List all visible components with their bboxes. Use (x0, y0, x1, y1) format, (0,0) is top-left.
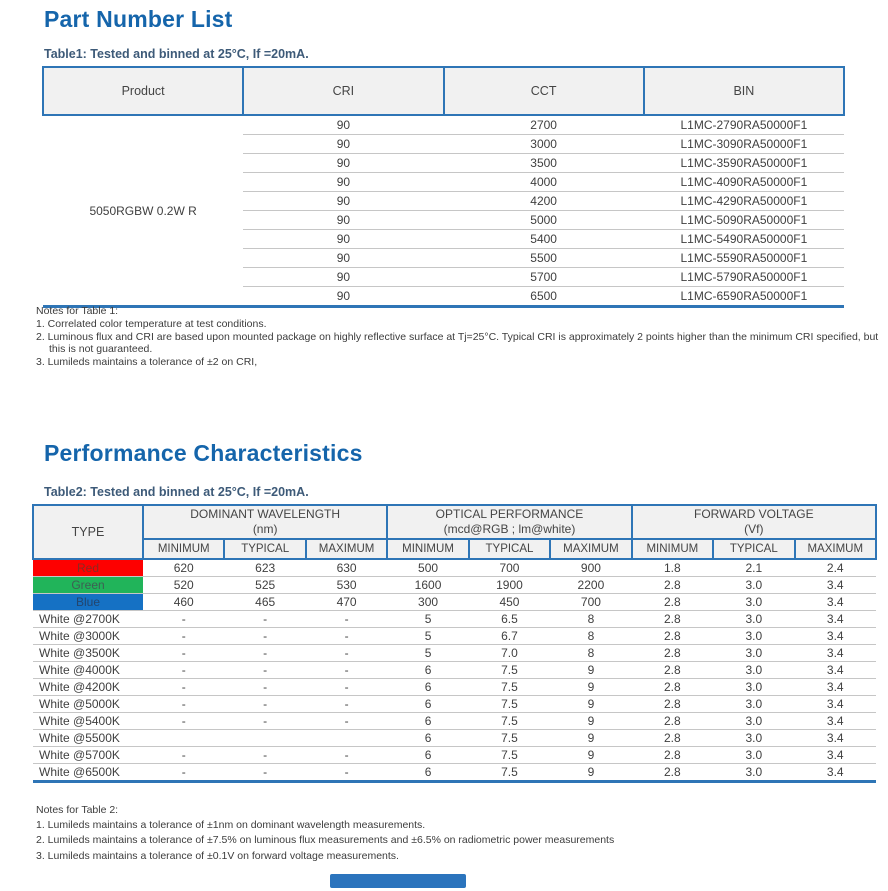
group-subtitle: (Vf) (744, 522, 764, 536)
value-cell: - (306, 611, 387, 628)
value-cell: 630 (306, 559, 387, 577)
value-cell: 6.5 (469, 611, 550, 628)
value-cell: 623 (224, 559, 305, 577)
note-item: 1. Lumileds maintains a tolerance of ±1nm on dominant wavelength measurements. (36, 819, 426, 832)
cri-cell: 90 (243, 192, 443, 211)
value-cell: 3.4 (795, 594, 877, 611)
value-cell: 3.4 (795, 713, 877, 730)
value-cell: 7.5 (469, 696, 550, 713)
value-cell (224, 730, 305, 747)
performance-table (32, 504, 877, 783)
group-header-cell (632, 505, 876, 539)
subheader-cell: TYPICAL (469, 539, 550, 559)
note-item: 3. Lumileds maintains a tolerance of ±0.1V on forward voltage measurements. (36, 849, 399, 862)
table2-row (33, 747, 876, 764)
value-cell: 2.8 (632, 747, 713, 764)
value-cell: 9 (550, 747, 631, 764)
type-cell: White @4200K (33, 679, 143, 696)
page-title: Part Number List (44, 6, 233, 32)
table2-notes-items (36, 818, 884, 864)
note-item: 2. Luminous flux and CRI are based upon mounted package on highly reflective surface at Tj=25°C. Typical CRI is approximately 2 points higher than the minimum CRI specified, but this is not guaranteed. (36, 330, 879, 356)
value-cell: 2.8 (632, 696, 713, 713)
cri-cell: 90 (243, 268, 443, 287)
cri-cell: 90 (243, 173, 443, 192)
table2-row (33, 611, 876, 628)
value-cell: - (306, 713, 387, 730)
cri-cell: 90 (243, 211, 443, 230)
cct-cell: 3000 (444, 135, 644, 154)
value-cell: 6.7 (469, 628, 550, 645)
value-cell: - (143, 764, 224, 782)
note-item: 1. Correlated color temperature at test conditions. (36, 317, 267, 330)
subheader-cell: MAXIMUM (795, 539, 877, 559)
value-cell: 1.8 (632, 559, 713, 577)
value-cell: 1900 (469, 577, 550, 594)
bin-cell: L1MC-2790RA50000F1 (644, 115, 844, 135)
bin-cell: L1MC-5490RA50000F1 (644, 230, 844, 249)
type-cell: White @6500K (33, 764, 143, 782)
value-cell: 3.4 (795, 628, 877, 645)
value-cell: 3.0 (713, 747, 794, 764)
value-cell: 2.8 (632, 577, 713, 594)
value-cell: 3.0 (713, 594, 794, 611)
cct-cell: 4000 (444, 173, 644, 192)
value-cell: 6 (387, 730, 468, 747)
value-cell: - (224, 645, 305, 662)
cct-cell: 6500 (444, 287, 644, 307)
value-cell: - (143, 662, 224, 679)
value-cell: 3.4 (795, 747, 877, 764)
cri-cell: 90 (243, 287, 443, 307)
value-cell: - (224, 713, 305, 730)
cri-cell: 90 (243, 230, 443, 249)
cct-cell: 3500 (444, 154, 644, 173)
value-cell: 8 (550, 645, 631, 662)
table2-notes (36, 803, 884, 864)
value-cell: - (224, 679, 305, 696)
horizontal-scrollbar-thumb[interactable] (330, 874, 466, 888)
group-title: FORWARD VOLTAGE (694, 507, 814, 521)
cct-cell: 5700 (444, 268, 644, 287)
table2-row (33, 577, 876, 594)
value-cell: 300 (387, 594, 468, 611)
value-cell: 3.0 (713, 577, 794, 594)
value-cell: 2200 (550, 577, 631, 594)
group-subtitle: (mcd@RGB ; lm@white) (443, 522, 576, 536)
bin-cell: L1MC-5590RA50000F1 (644, 249, 844, 268)
bin-cell: L1MC-4090RA50000F1 (644, 173, 844, 192)
cct-cell: 5400 (444, 230, 644, 249)
value-cell: 3.0 (713, 730, 794, 747)
value-cell: 465 (224, 594, 305, 611)
value-cell: 6 (387, 679, 468, 696)
group-subtitle: (nm) (252, 522, 278, 536)
table1-row (43, 115, 844, 135)
table1-notes-title: Notes for Table 1: (36, 305, 119, 317)
type-cell: White @4000K (33, 662, 143, 679)
value-cell: 6 (387, 713, 468, 730)
value-cell: 900 (550, 559, 631, 577)
value-cell: 3.0 (713, 628, 794, 645)
cri-cell: 90 (243, 249, 443, 268)
value-cell: 6 (387, 747, 468, 764)
table2-subheader-row (33, 539, 876, 559)
cct-cell: 4200 (444, 192, 644, 211)
type-cell: White @5700K (33, 747, 143, 764)
value-cell: 8 (550, 611, 631, 628)
type-cell: White @5400K (33, 713, 143, 730)
type-cell: White @2700K (33, 611, 143, 628)
type-cell: White @5000K (33, 696, 143, 713)
value-cell: 2.8 (632, 645, 713, 662)
value-cell: 3.4 (795, 696, 877, 713)
bin-cell: L1MC-5090RA50000F1 (644, 211, 844, 230)
value-cell: - (224, 696, 305, 713)
table2-row (33, 730, 876, 747)
value-cell: - (224, 764, 305, 782)
cri-cell: 90 (243, 135, 443, 154)
value-cell: 700 (550, 594, 631, 611)
note-item: 2. Lumileds maintains a tolerance of ±7.5% on luminous flux measurements and ±6.5% on radiometric power measurements (36, 834, 615, 847)
value-cell: - (143, 713, 224, 730)
value-cell: - (306, 662, 387, 679)
type-cell: Blue (33, 594, 143, 611)
bin-cell: L1MC-3590RA50000F1 (644, 154, 844, 173)
table2-caption: Table2: Tested and binned at 25°C, If =20mA. (44, 485, 309, 499)
value-cell: 6 (387, 764, 468, 782)
value-cell: 6 (387, 662, 468, 679)
cct-cell: 5500 (444, 249, 644, 268)
value-cell: 2.4 (795, 559, 877, 577)
value-cell: 7.5 (469, 679, 550, 696)
product-cell: 5050RGBW 0.2W R (89, 203, 197, 218)
value-cell: 530 (306, 577, 387, 594)
value-cell: 3.0 (713, 713, 794, 730)
value-cell: 8 (550, 628, 631, 645)
table1-body (43, 115, 844, 307)
table1-header-cell: CCT (444, 67, 644, 115)
value-cell: - (143, 628, 224, 645)
value-cell: 3.4 (795, 679, 877, 696)
value-cell: - (306, 696, 387, 713)
table2-row (33, 713, 876, 730)
value-cell: 9 (550, 662, 631, 679)
group-title: OPTICAL PERFORMANCE (435, 507, 584, 521)
value-cell: 620 (143, 559, 224, 577)
table1-notes (36, 305, 884, 369)
subheader-cell: TYPICAL (713, 539, 794, 559)
table1-header-cell: Product (43, 67, 243, 115)
type-cell: White @3500K (33, 645, 143, 662)
cri-cell: 90 (243, 154, 443, 173)
type-cell: White @5500K (33, 730, 143, 747)
value-cell: 9 (550, 764, 631, 782)
group-title: DOMINANT WAVELENGTH (190, 507, 341, 521)
value-cell: 460 (143, 594, 224, 611)
subheader-cell: MAXIMUM (306, 539, 387, 559)
subheader-cell: MAXIMUM (550, 539, 631, 559)
value-cell: 2.8 (632, 713, 713, 730)
table2-row (33, 559, 876, 577)
value-cell: 7.0 (469, 645, 550, 662)
value-cell: - (306, 679, 387, 696)
subheader-cell: TYPICAL (224, 539, 305, 559)
value-cell: - (306, 747, 387, 764)
bin-cell: L1MC-5790RA50000F1 (644, 268, 844, 287)
value-cell: 5 (387, 628, 468, 645)
value-cell: 7.5 (469, 747, 550, 764)
value-cell: 3.0 (713, 679, 794, 696)
value-cell: 3.0 (713, 764, 794, 782)
table2-body (33, 559, 876, 782)
value-cell: 2.8 (632, 730, 713, 747)
value-cell: - (143, 696, 224, 713)
value-cell: 3.4 (795, 730, 877, 747)
value-cell: 5 (387, 645, 468, 662)
value-cell: 2.8 (632, 611, 713, 628)
value-cell: - (224, 747, 305, 764)
value-cell: - (224, 628, 305, 645)
table2-header (33, 505, 876, 559)
value-cell: 7.5 (469, 713, 550, 730)
bin-cell: L1MC-3090RA50000F1 (644, 135, 844, 154)
table2-notes-title: Notes for Table 2: (36, 804, 119, 816)
table2-group-header-row (33, 505, 876, 539)
value-cell: 2.1 (713, 559, 794, 577)
value-cell: 700 (469, 559, 550, 577)
table2-row (33, 628, 876, 645)
type-header-cell: TYPE (33, 505, 143, 559)
value-cell: 9 (550, 696, 631, 713)
value-cell: 9 (550, 679, 631, 696)
value-cell: - (224, 611, 305, 628)
note-item: 3. Lumileds maintains a tolerance of ±2 on CRI, (36, 356, 258, 369)
value-cell: 520 (143, 577, 224, 594)
table1-caption: Table1: Tested and binned at 25°C, If =20mA. (44, 47, 309, 61)
table2-row (33, 679, 876, 696)
table2-row (33, 594, 876, 611)
table1-header-cell: BIN (644, 67, 844, 115)
cct-cell: 2700 (444, 115, 644, 135)
group-header-cell (143, 505, 387, 539)
value-cell: 1600 (387, 577, 468, 594)
value-cell: 450 (469, 594, 550, 611)
value-cell: 3.4 (795, 764, 877, 782)
type-cell: Red (33, 559, 143, 577)
table2-row (33, 662, 876, 679)
value-cell: 2.8 (632, 662, 713, 679)
value-cell: 2.8 (632, 764, 713, 782)
value-cell: 525 (224, 577, 305, 594)
value-cell: 3.4 (795, 577, 877, 594)
value-cell: 3.4 (795, 662, 877, 679)
section-title-performance: Performance Characteristics (44, 440, 363, 466)
value-cell: 2.8 (632, 628, 713, 645)
value-cell: 7.5 (469, 730, 550, 747)
value-cell: 500 (387, 559, 468, 577)
value-cell: 7.5 (469, 764, 550, 782)
value-cell: 3.4 (795, 645, 877, 662)
value-cell: 3.4 (795, 611, 877, 628)
value-cell: - (143, 645, 224, 662)
value-cell: - (306, 764, 387, 782)
value-cell: - (143, 611, 224, 628)
value-cell: - (306, 628, 387, 645)
value-cell: - (306, 645, 387, 662)
value-cell (306, 730, 387, 747)
value-cell: 3.0 (713, 662, 794, 679)
value-cell: 3.0 (713, 611, 794, 628)
cri-cell: 90 (243, 115, 443, 135)
value-cell (143, 730, 224, 747)
value-cell: - (143, 679, 224, 696)
subheader-cell: MINIMUM (143, 539, 224, 559)
value-cell: 2.8 (632, 679, 713, 696)
subheader-cell: MINIMUM (632, 539, 713, 559)
value-cell: 5 (387, 611, 468, 628)
table2-row (33, 764, 876, 782)
table2-row (33, 696, 876, 713)
table1-header-cell: CRI (243, 67, 443, 115)
type-cell: Green (33, 577, 143, 594)
type-cell: White @3000K (33, 628, 143, 645)
value-cell: 9 (550, 730, 631, 747)
value-cell: 470 (306, 594, 387, 611)
value-cell: 3.0 (713, 645, 794, 662)
part-number-table (42, 66, 845, 308)
value-cell: 7.5 (469, 662, 550, 679)
bin-cell: L1MC-4290RA50000F1 (644, 192, 844, 211)
value-cell: - (224, 662, 305, 679)
value-cell: 2.8 (632, 594, 713, 611)
group-header-cell (387, 505, 631, 539)
value-cell: 3.0 (713, 696, 794, 713)
value-cell: - (143, 747, 224, 764)
value-cell: 9 (550, 713, 631, 730)
cct-cell: 5000 (444, 211, 644, 230)
table1-header (43, 67, 844, 115)
bin-cell: L1MC-6590RA50000F1 (644, 287, 844, 307)
table1-header-row (43, 67, 844, 115)
table1-notes-items (36, 318, 884, 369)
table2-row (33, 645, 876, 662)
subheader-cell: MINIMUM (387, 539, 468, 559)
value-cell: 6 (387, 696, 468, 713)
